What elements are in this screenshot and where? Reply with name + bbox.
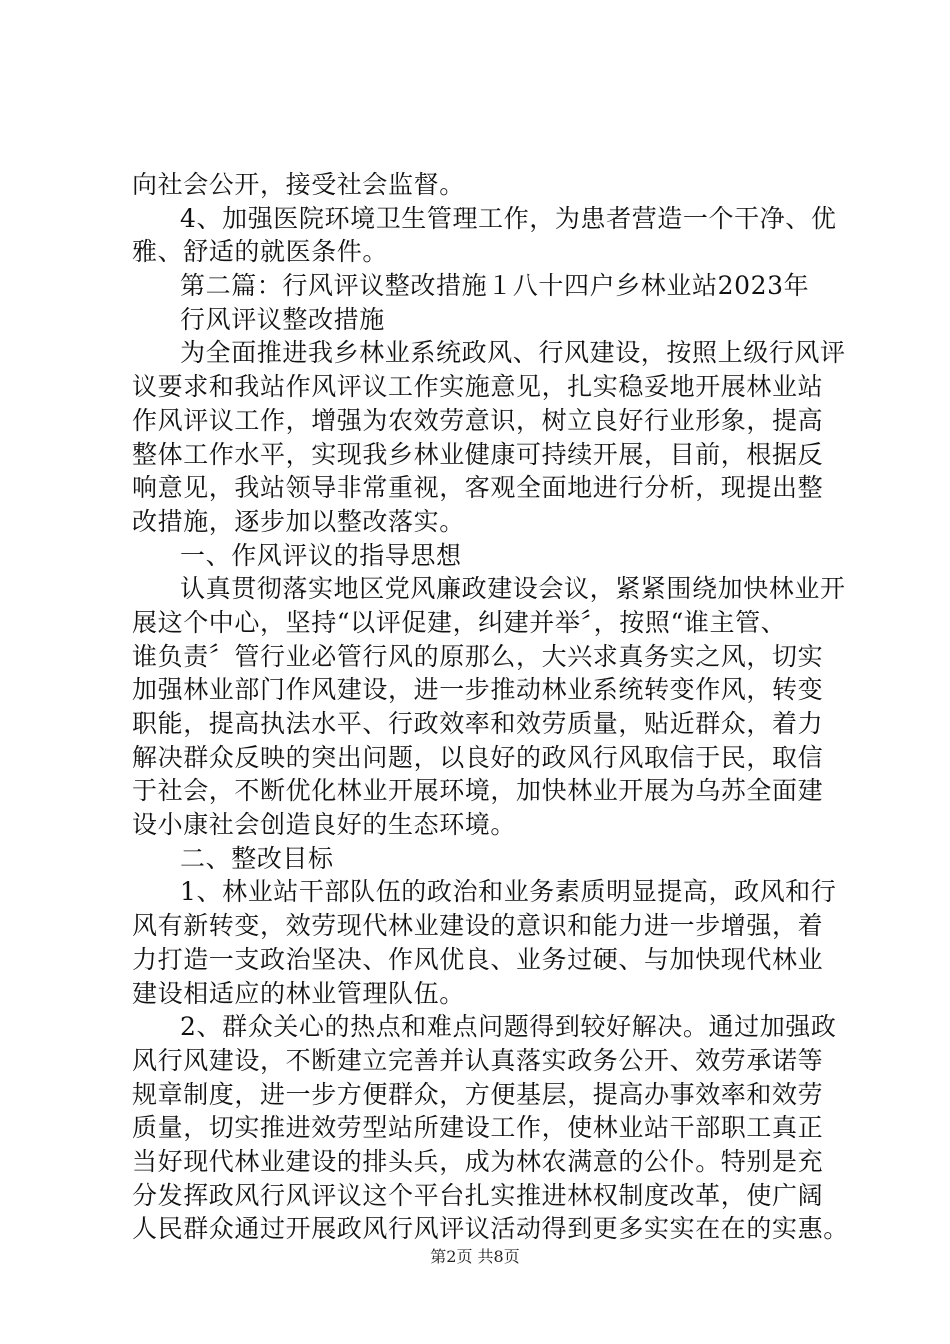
text-line: 第二篇：行风评议整改措施１八十四户乡林业站2023年: [180, 271, 810, 301]
text-line: 当好现代林业建设的排头兵，成为林农满意的公仆。特别是充: [132, 1146, 824, 1176]
text-line: 设小康社会创造良好的生态环境。: [132, 810, 517, 840]
text-line: 改措施，逐步加以整改落实。: [132, 506, 465, 536]
text-line: 认真贯彻落实地区党风廉政建设会议，紧紧围绕加快林业开: [180, 574, 846, 604]
text-line: 1、林业站干部队伍的政治和业务素质明显提高，政风和行: [180, 877, 837, 907]
text-line: 2、群众关心的热点和难点问题得到较好解决。通过加强政: [180, 1012, 837, 1042]
text-line: 职能，提高执法水平、行政效率和效劳质量，贴近群众，着力: [132, 709, 824, 738]
text-line: 谁负责〞管行业必管行风的原那么，大兴求真务实之风，切实: [132, 641, 824, 671]
text-line: 向社会公开，接受社会监督。: [132, 170, 465, 199]
text-line: 加强林业部门作风建设，进一步推动林业系统转变作风，转变: [132, 675, 824, 705]
page-footer: 第2页 共8页: [430, 1247, 520, 1266]
text-line: 雅、舒适的就医条件。: [132, 237, 389, 267]
text-line: 二、整改目标: [180, 843, 334, 873]
text-line: 整体工作水平，实现我乡林业健康可持续开展，目前，根据反: [132, 439, 824, 469]
text-line: 议要求和我站作风评议工作实施意见，扎实稳妥地开展林业站: [132, 372, 824, 402]
text-line: 行风评议整改措施: [180, 304, 385, 334]
text-line: 作风评议工作，增强为农效劳意识，树立良好行业形象，提高: [132, 405, 824, 435]
text-line: 为全面推进我乡林业系统政风、行风建设，按照上级行风评: [180, 338, 846, 368]
text-line: 质量，切实推进效劳型站所建设工作，使林业站干部职工真正: [132, 1113, 824, 1143]
text-line: 4、加强医院环境卫生管理工作，为患者营造一个干净、优: [180, 203, 837, 233]
text-line: 建设相适应的林业管理队伍。: [132, 978, 465, 1008]
text-line: 一、作风评议的指导思想: [180, 540, 462, 570]
text-line: 解决群众反映的突出问题，以良好的政风行风取信于民，取信: [132, 742, 824, 772]
text-line: 分发挥政风行风评议这个平台扎实推进林权制度改革，使广阔: [132, 1180, 824, 1210]
text-line: 展这个中心，坚持“以评促建，纠建并举〞，按照“谁主管、: [132, 607, 787, 637]
text-line: 规章制度，进一步方便群众，方便基层，提高办事效率和效劳: [132, 1079, 824, 1109]
text-line: 风行风建设，不断建立完善并认真落实政务公开、效劳承诺等: [132, 1045, 824, 1075]
document-body: [132, 168, 849, 1246]
text-line: 力打造一支政治坚决、作风优良、业务过硬、与加快现代林业: [132, 944, 824, 974]
text-line: 风有新转变，效劳现代林业建设的意识和能力进一步增强，着: [132, 911, 824, 941]
text-line: 响意见，我站领导非常重视，客观全面地进行分析，现提出整: [132, 473, 824, 503]
text-line: 于社会，不断优化林业开展环境，加快林业开展为乌苏全面建: [132, 776, 824, 806]
text-line: 人民群众通过开展政风行风评议活动得到更多实实在在的实惠。: [132, 1214, 849, 1244]
